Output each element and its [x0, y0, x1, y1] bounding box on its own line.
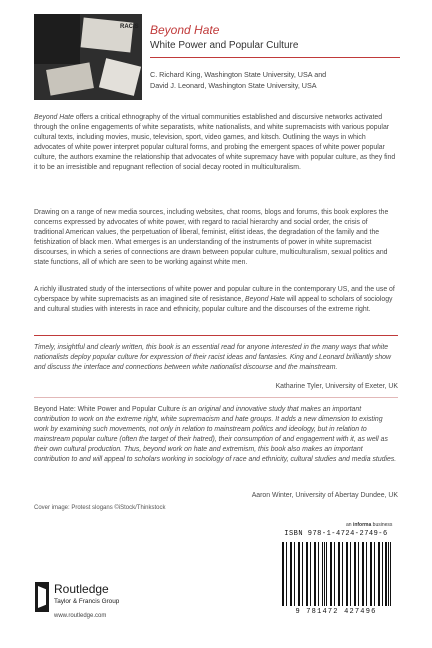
barcode-number: 9 781472 427496: [295, 608, 377, 616]
author-name: David J. Leonard: [150, 81, 205, 90]
protest-sign: [81, 17, 134, 52]
barcode-stripe: [326, 542, 327, 606]
quote-text: is an original and innovative study that makes an important contribution to work on the extreme right, white supremacism and hate groups. It adds a new dimension to existing work by examining such movements, not only in relation to mainstream politics and ideology, but in relation to mainstream popular culture (often the target of their hatred), their consumption of and engagement with it, as well as their own cultural production. Thus, beyond work on hate and extremism, this book also makes an important contribution to and will appeal to scholars working in sociology of race and ethnicity, cultural studies and media studies.: [34, 406, 397, 463]
book-title: Beyond Hate: [150, 23, 220, 37]
protest-sign: [46, 62, 94, 95]
description-paragraph: [34, 113, 398, 172]
description-paragraph: [34, 285, 398, 315]
publisher-website: www.routledge.com: [54, 613, 107, 619]
author-affiliation: , Washington State University, USA and: [200, 70, 327, 79]
quote-lead: Beyond Hate: White Power and Popular Culture: [34, 406, 180, 413]
cover-credit: Cover image: Protest slogans ©iStock/Thinkstock: [34, 505, 166, 511]
barcode-box: [274, 530, 398, 618]
title-emphasis: Beyond Hate: [245, 295, 285, 303]
paragraph-text: offers a critical ethnography of the virtual communities established and discursive networks activated through the online engagements of white separatists, white nationalists, and white supremacists with various popular cultural texts, including movies, music, television, sport, video games, and kitsch. Outlining the ways in which advocates of white power interpret popular cultural forms, and probing the emergent spaces of white power popular culture, the authors examine the relationship that advocates of white supremacy have with popular culture, as they find it to be an irresistible and repugnant reflection of social decay rooted in multiculturalism.: [34, 114, 396, 171]
title-emphasis: Beyond Hate: [34, 114, 74, 121]
barcode-stripe: [347, 542, 348, 606]
book-subtitle: White Power and Popular Culture: [150, 40, 299, 51]
routledge-logo-icon: [35, 582, 49, 612]
barcode-stripe: [294, 542, 295, 606]
informa-business-label: [346, 522, 392, 528]
cover-thumbnail-image: [34, 14, 142, 100]
barcode-stripe: [334, 542, 335, 606]
paragraph-text: will appeal to scholars of sociology and cultural studies with interests in race and ethnicity, popular culture and the discourses of the extreme right.: [34, 295, 393, 313]
publisher-name: Routledge: [54, 582, 109, 596]
barcode-stripe: [390, 542, 391, 606]
publisher-group: Taylor & Francis Group: [54, 598, 120, 605]
isbn-label: ISBN 978-1-4724-2749-6: [284, 530, 388, 538]
business-post: business: [371, 522, 393, 528]
authors-block: [150, 69, 410, 91]
barcode-stripe: [371, 542, 372, 606]
section-divider: [34, 335, 398, 336]
business-pre: an: [346, 522, 353, 528]
paragraph-text: A richly illustrated study of the intersections of white power and popular culture in the contemporary US, and the use of cyberspace by white supremacists as an imagined site of resistance,: [34, 286, 395, 303]
protest-sign: [99, 58, 141, 96]
barcode-stripe: [363, 542, 364, 606]
barcode-bars: [282, 542, 394, 606]
endorsement-quote: [34, 405, 398, 464]
image-shadow: [34, 14, 80, 64]
author-name: C. Richard King: [150, 70, 201, 79]
endorsement-attribution: Aaron Winter, University of Abertay Dundee, UK: [251, 492, 398, 499]
endorsement-quote: Timely, insightful and clearly written, this book is an essential read for anyone interested in the many ways that white nationalists deploy popular culture for expression of their racist ideas and fantasies. King and Leonard brilliantly show and discuss the interface and connections between white nationalist discourse and the mainstream.: [34, 344, 391, 371]
barcode-stripe: [286, 542, 287, 606]
barcode-stripe: [379, 542, 380, 606]
description-paragraph: Drawing on a range of new media sources, including websites, chat rooms, blogs and forums, this book explores the concerns expressed by advocates of white power, with regard to racial hierarchy and social order, the crisis of traditional American values, the perpetuation of liberal, feminist, elitist ideas, the degradation of the family and the fetishization of black men. What emerges is an understanding of the instruments of power in white supremacist discourses, in which a series of connections are drawn between popular culture, multiculturalism, sexual politics and state functions, all of which are seen to be working against white men.: [34, 209, 389, 266]
logo-wedge: [38, 586, 46, 608]
barcode-stripe: [307, 542, 308, 606]
endorsement-attribution: Katharine Tyler, University of Exeter, UK: [275, 383, 398, 390]
business-bold: informa: [352, 522, 372, 528]
author-affiliation: , Washington State University, USA: [204, 81, 317, 90]
barcode-stripe: [385, 542, 386, 606]
barcode-stripe: [299, 542, 300, 606]
endorsement-divider: [34, 397, 398, 398]
sign-text: RACIS: [120, 24, 139, 30]
barcode-stripe: [310, 542, 311, 606]
barcode-stripe: [318, 542, 319, 606]
barcode-stripe: [355, 542, 356, 606]
title-divider: [150, 57, 400, 58]
barcode-stripe: [358, 542, 359, 606]
barcode-stripe: [339, 542, 340, 606]
